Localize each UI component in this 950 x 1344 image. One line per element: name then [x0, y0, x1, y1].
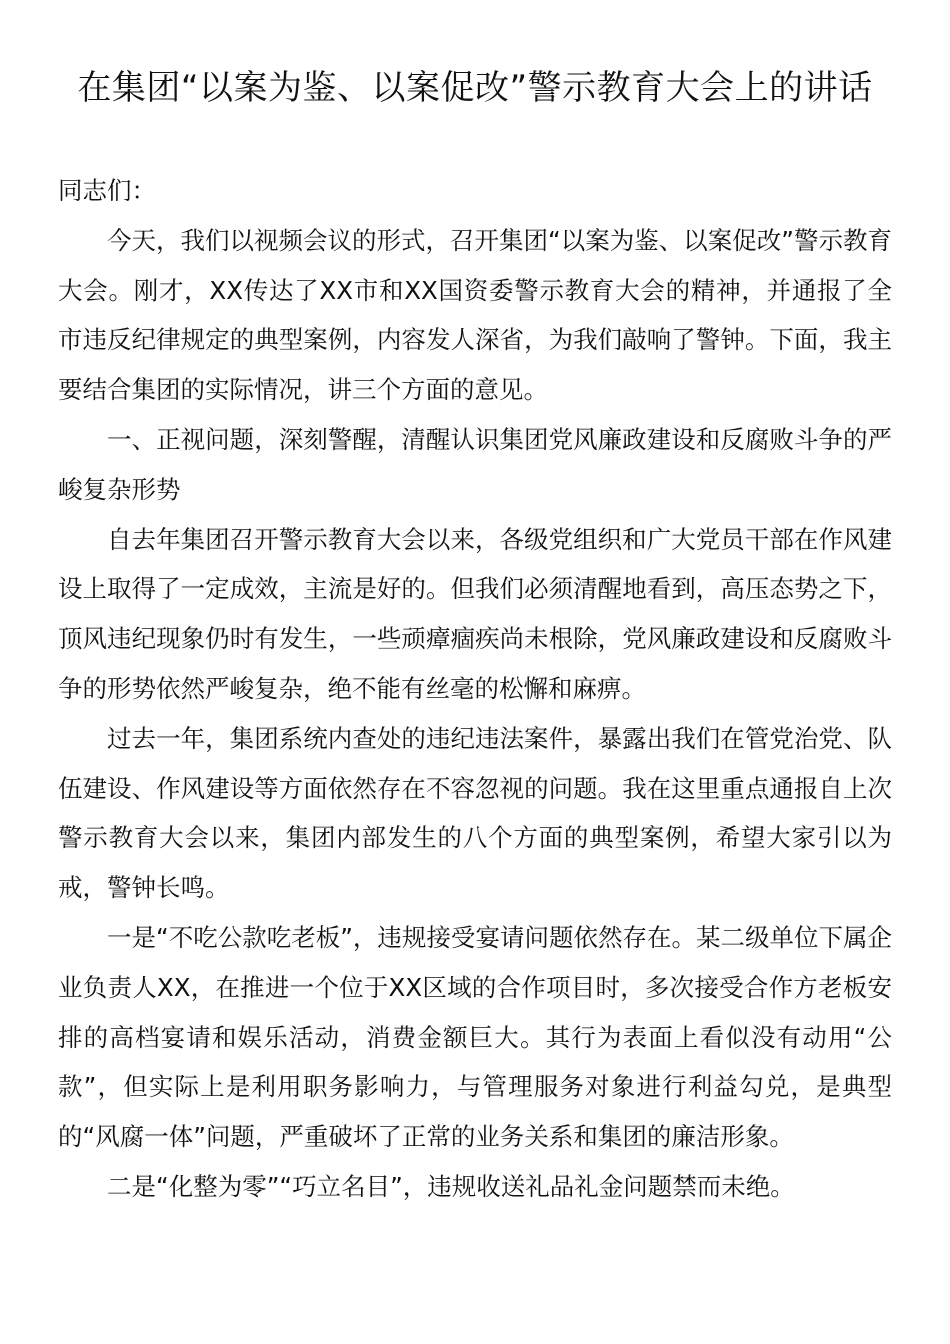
paragraph-case-1: 一是“不吃公款吃老板”，违规接受宴请问题依然存在。某二级单位下属企业负责人XX，在推进一个位于XX区域的合作项目时，多次接受合作方老板安排的高档宴请和娱乐活动，消费金额巨大。其行为表面上看似没有动用“公款”，但实际上是利用职务影响力，与管理服务对象进行利益勾兑，是典型的“风腐一体”问题，严重破坏了正常的业务关系和集团的廉洁形象。 [58, 922, 892, 1152]
paragraph-case-2: 二是“化整为零”“巧立名目”，违规收送礼品礼金问题禁而未绝。 [107, 1171, 795, 1201]
section-heading-1: 一、正视问题，深刻警醒，清醒认识集团党风廉政建设和反腐败斗争的严峻复杂形势 [58, 424, 892, 504]
paragraph-intro: 今天，我们以视频会议的形式，召开集团“以案为鉴、以案促改”警示教育大会。刚才，XX传达了XX市和XX国资委警示教育大会的精神，并通报了全市违反纪律规定的典型案例，内容发人深省，为我们敲响了警钟。下面，我主要结合集团的实际情况，讲三个方面的意见。 [58, 225, 892, 405]
paragraph: 过去一年，集团系统内查处的违纪违法案件，暴露出我们在管党治党、队伍建设、作风建设等方面依然存在不容忽视的问题。我在这里重点通报自上次警示教育大会以来，集团内部发生的八个方面的典型案例，希望大家引以为戒，警钟长鸣。 [58, 723, 892, 903]
document-body [58, 166, 892, 1212]
paragraph: 自去年集团召开警示教育大会以来，各级党组织和广大党员干部在作风建设上取得了一定成效，主流是好的。但我们必须清醒地看到，高压态势之下，顶风违纪现象仍时有发生，一些顽瘴痼疾尚未根除，党风廉政建设和反腐败斗争的形势依然严峻复杂，绝不能有丝毫的松懈和麻痹。 [58, 524, 892, 703]
document-title: 在集团“以案为鉴、以案促改”警示教育大会上的讲话 [77, 68, 873, 108]
salutation: 同志们： [58, 176, 156, 205]
